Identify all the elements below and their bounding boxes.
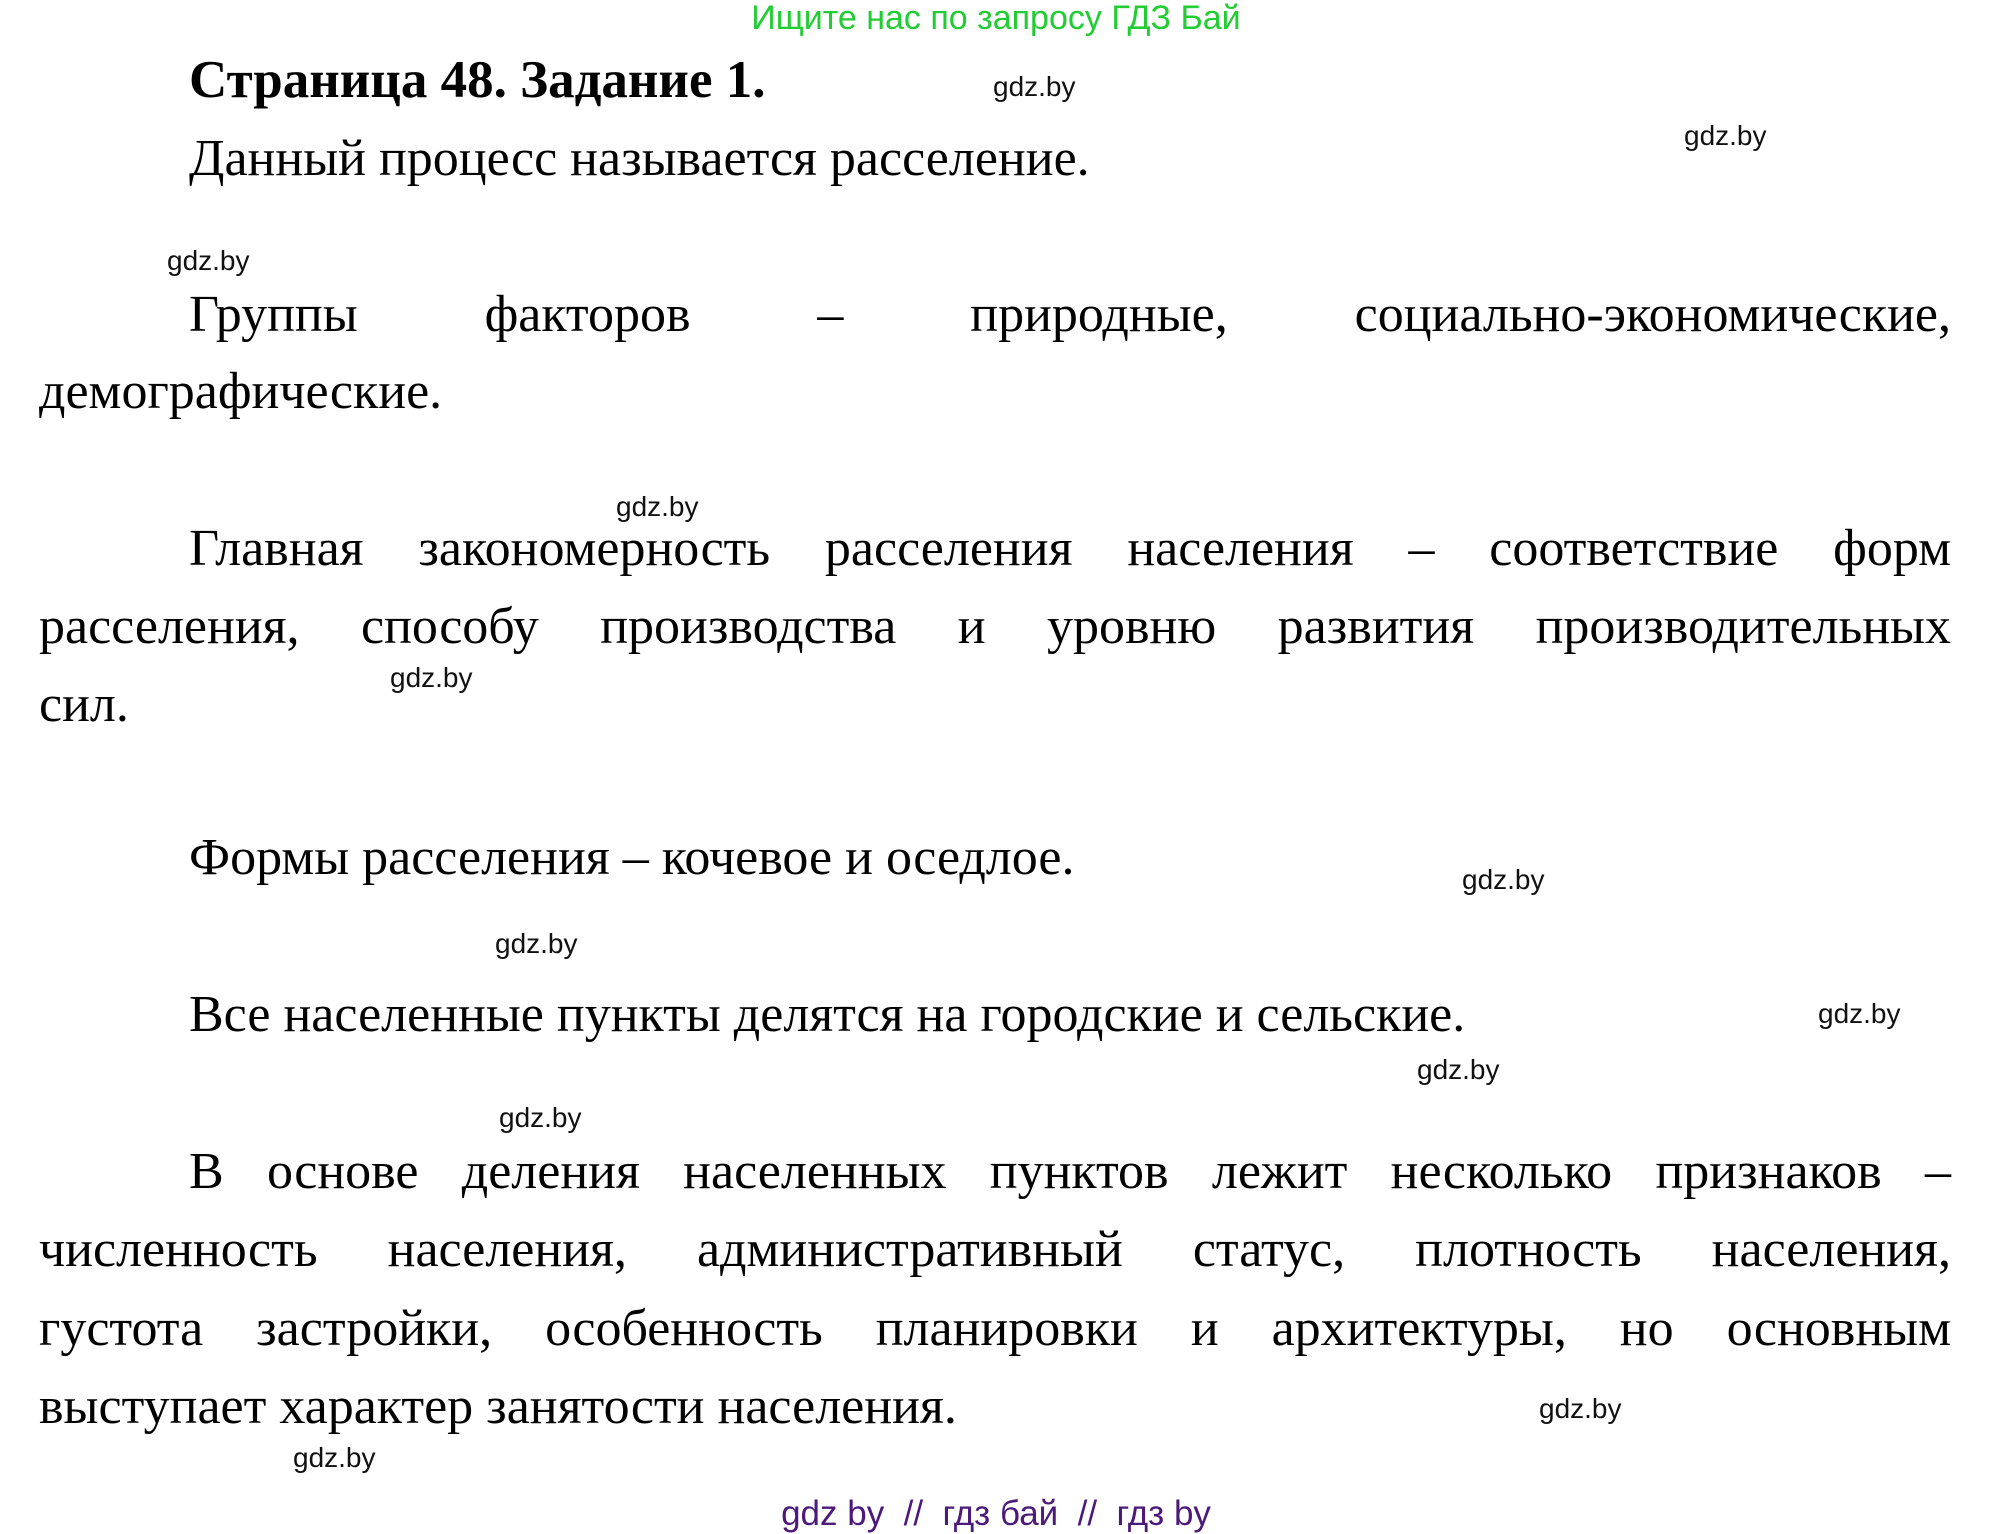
watermark: gdz.by [499,1102,582,1133]
watermark: gdz.by [167,245,250,276]
watermark: gdz.by [495,928,578,959]
watermark: gdz.by [993,71,1076,102]
paragraph-3-line-1: Главная закономерность расселения населения – соответствие форм [189,520,1951,577]
watermark: gdz.by [1684,120,1767,151]
watermark: gdz.by [1539,1393,1622,1424]
paragraph-6-line-2: численность населения, административный статус, плотность населения, [39,1221,1951,1278]
paragraph-1-line-1: Данный процесс называется расселение. [189,130,1090,187]
paragraph-5-line-1: Все населенные пункты делятся на городские и сельские. [189,986,1466,1043]
watermark: gdz.by [1818,998,1901,1029]
paragraph-3-line-2: расселения, способу производства и уровню развития производительных [39,598,1951,655]
paragraph-2-line-1: Группы факторов – природные, социально-экономические, [189,286,1951,343]
paragraph-6-line-1: В основе деления населенных пунктов лежит несколько признаков – [189,1143,1951,1200]
watermark: gdz.by [1462,864,1545,895]
watermark: gdz.by [390,662,473,693]
paragraph-2-line-2: демографические. [39,363,443,420]
footer-watermark: gdz by // гдз бай // гдз by [781,1494,1211,1533]
page-title: Страница 48. Задание 1. [189,51,766,109]
search-banner: Ищите нас по запросу ГДЗ Бай [751,0,1241,37]
paragraph-3-line-3: сил. [39,676,129,733]
paragraph-6-line-4: выступает характер занятости населения. [39,1378,957,1435]
paragraph-6-line-3: густота застройки, особенность планировки и архитектуры, но основным [39,1300,1951,1357]
watermark: gdz.by [293,1442,376,1473]
watermark: gdz.by [616,491,699,522]
watermark: gdz.by [1417,1054,1500,1085]
paragraph-4-line-1: Формы расселения – кочевое и оседлое. [189,829,1075,886]
